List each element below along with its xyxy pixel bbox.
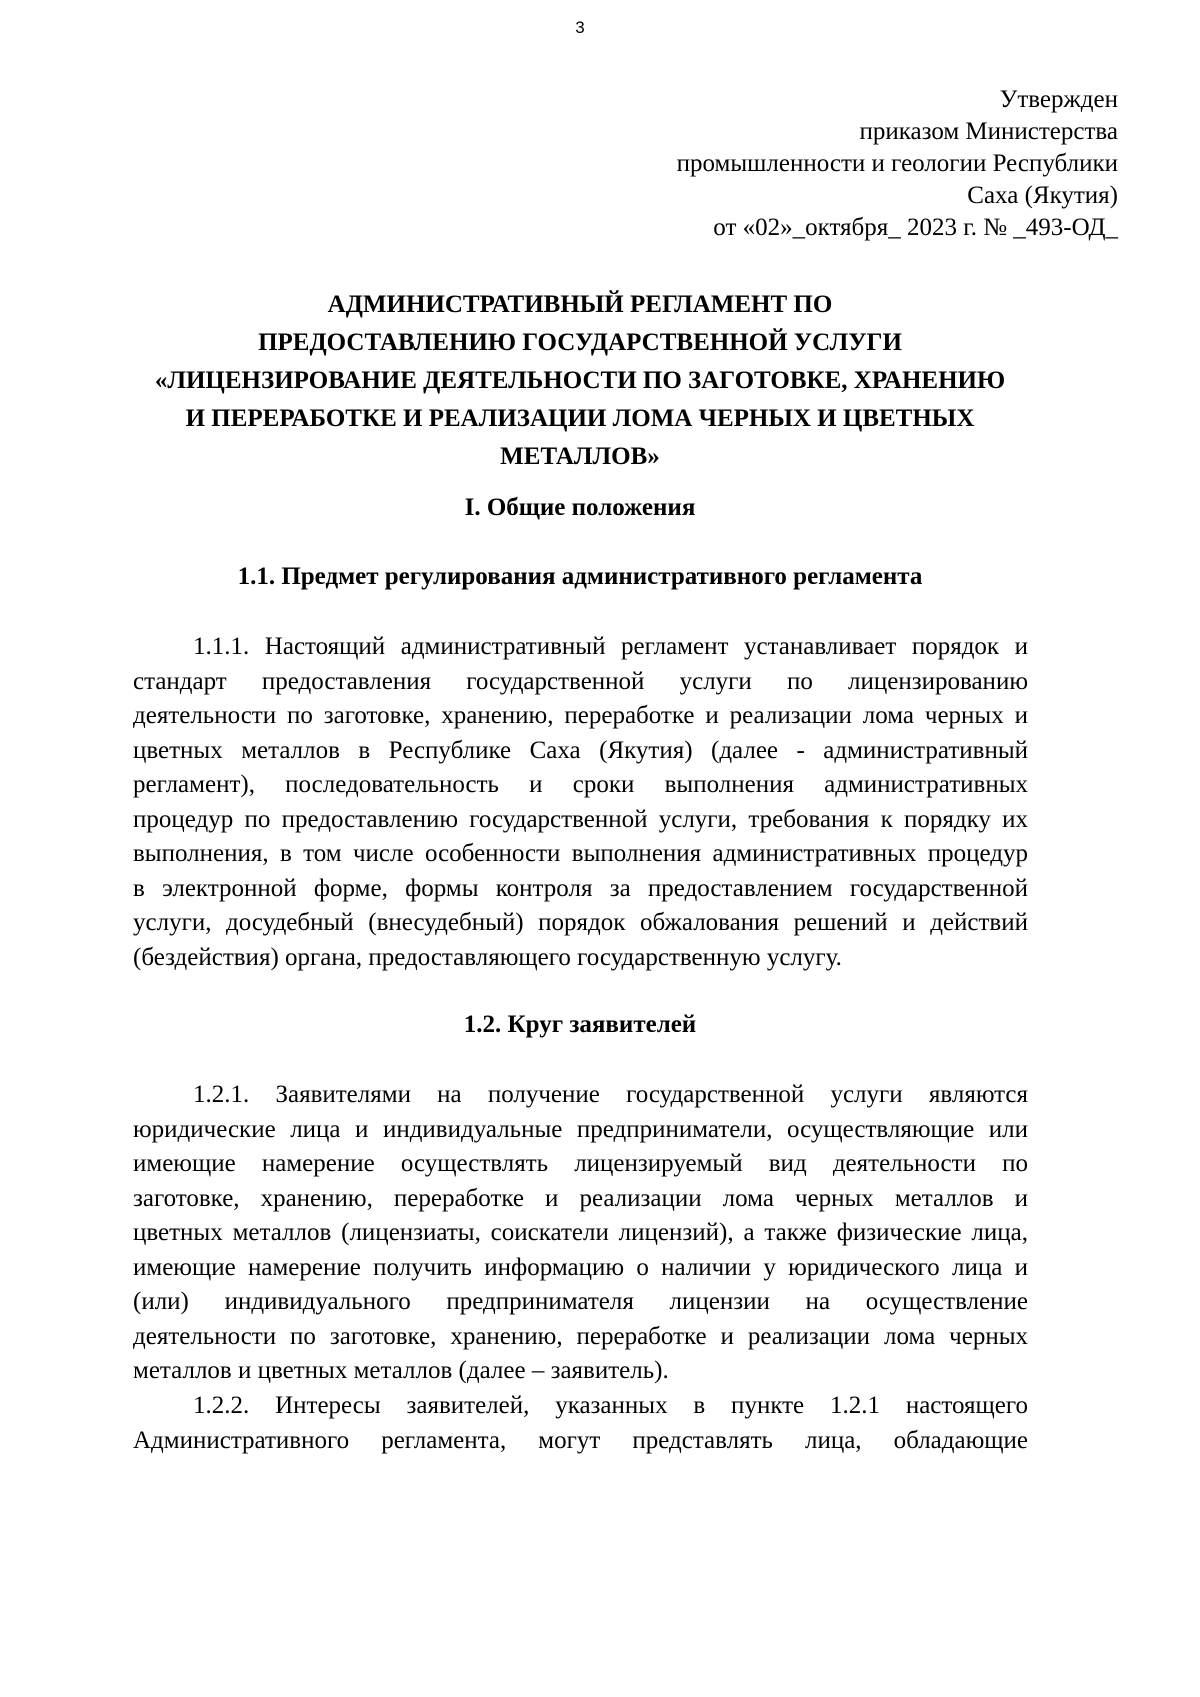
paragraph-line: цветных металлов в Республике Саха (Якутия) (далее - административный [133, 736, 1028, 764]
paragraph-line: имеющие намерение получить информацию о наличии у юридического лица и [133, 1253, 1028, 1281]
paragraph-line: регламент), последовательность и сроки выполнения административных [133, 771, 1028, 798]
title-line: И ПЕРЕРАБОТКЕ И РЕАЛИЗАЦИИ ЛОМА ЧЕРНЫХ И ЦВЕТНЫХ [185, 405, 975, 432]
paragraph-line: в электронной форме, формы контроля за предоставлением государственной [133, 874, 1028, 902]
title-line: «ЛИЦЕНЗИРОВАНИЕ ДЕЯТЕЛЬНОСТИ ПО ЗАГОТОВКЕ, ХРАНЕНИЮ [154, 367, 1006, 394]
approval-line: промышленности и геологии Республики [676, 150, 1118, 177]
paragraph-1-2-1 [133, 1078, 1028, 1389]
approval-block [677, 84, 1118, 244]
paragraph-line: (или) индивидуального предпринимателя лицензии на осуществление [133, 1288, 1028, 1315]
paragraph-line: 1.2.1. Заявителями на получение государственной услуги являются [193, 1081, 1028, 1108]
paragraph-1-1-1 [133, 630, 1028, 975]
subsection-heading: 1.2. Круг заявителей [463, 1011, 697, 1038]
paragraph-line: стандарт предоставления государственной услуги по лицензированию [133, 667, 1028, 695]
paragraph-line: Административного регламента, могут представлять лица, обладающие [133, 1426, 1028, 1454]
paragraph-line: 1.2.2. Интересы заявителей, указанных в пункте 1.2.1 настоящего [193, 1392, 1028, 1419]
paragraph-line: цветных металлов (лицензиаты, соискатели лицензий), а также физические лица, [133, 1219, 1028, 1246]
paragraph-line: услуги, досудебный (внесудебный) порядок обжалования решений и действий [133, 909, 1028, 936]
approval-line: Саха (Якутия) [967, 182, 1118, 209]
approval-date-line: от «02»_октября_ 2023 г. № _493-ОД_ [713, 214, 1118, 241]
paragraph-line: процедур по предоставлению государственной услуги, требования к порядку их [133, 805, 1028, 833]
paragraph-line: выполнения, в том числе особенности выполнения административных процедур [133, 840, 1028, 867]
section-heading: I. Общие положения [464, 494, 696, 521]
paragraph-line: 1.1.1. Настоящий административный регламент устанавливает порядок и [193, 633, 1028, 660]
paragraph-line: металлов и цветных металлов (далее – заявитель). [133, 1357, 669, 1384]
paragraph-line: деятельности по заготовке, хранению, переработке и реализации лома черных [133, 1322, 1028, 1350]
subsection-heading: 1.1. Предмет регулирования административного регламента [237, 563, 923, 590]
title-line: АДМИНИСТРАТИВНЫЙ РЕГЛАМЕНТ ПО [327, 291, 833, 318]
paragraph-1-2-2 [133, 1389, 1028, 1458]
document-title [100, 286, 1060, 476]
title-line: МЕТАЛЛОВ» [500, 443, 660, 470]
page-number: 3 [575, 18, 585, 37]
title-line: ПРЕДОСТАВЛЕНИЮ ГОСУДАРСТВЕННОЙ УСЛУГИ [258, 329, 902, 356]
paragraph-line: (бездействия) органа, предоставляющего государственную услугу. [133, 943, 842, 971]
approval-line: приказом Министерства [859, 118, 1118, 145]
paragraph-line: юридические лица и индивидуальные предприниматели, осуществляющие или [133, 1115, 1028, 1143]
paragraph-line: имеющие намерение осуществлять лицензируемый вид деятельности по [133, 1150, 1028, 1177]
paragraph-line: деятельности по заготовке, хранению, переработке и реализации лома черных и [133, 702, 1028, 729]
approval-line: Утвержден [999, 86, 1118, 113]
paragraph-line: заготовке, хранению, переработке и реализации лома черных металлов и [133, 1184, 1028, 1212]
